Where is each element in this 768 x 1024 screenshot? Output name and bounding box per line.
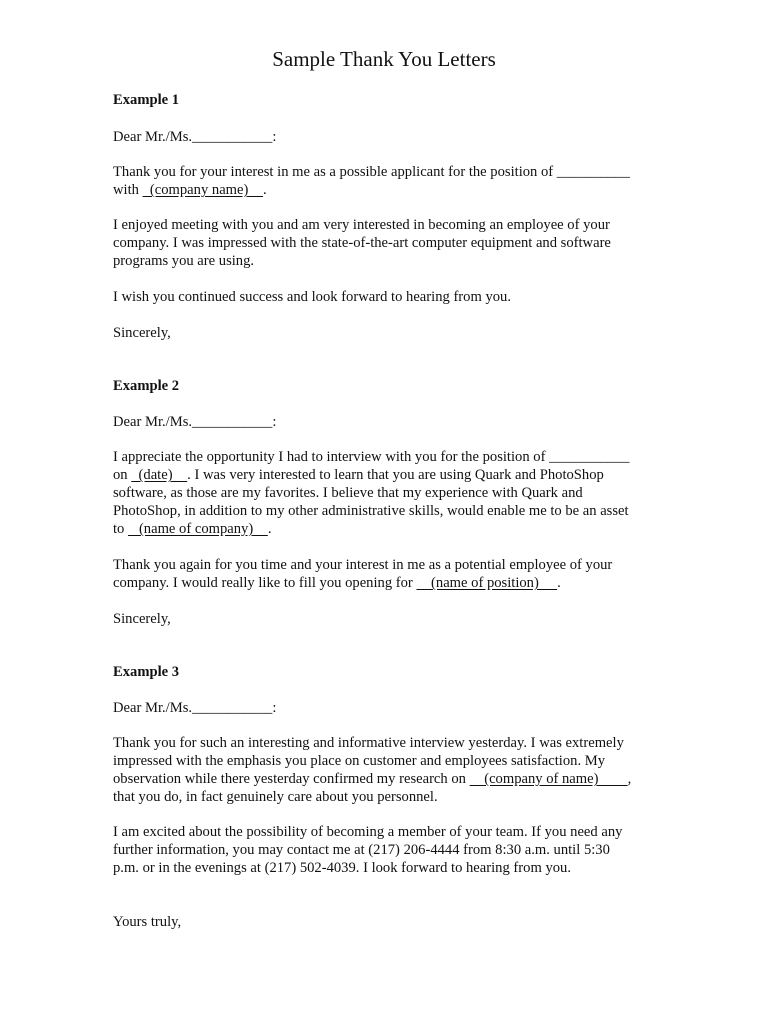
paragraph-line: further information, you may contact me at (217) 206-4444 from 8:30 a.m. until 5:30 (113, 842, 610, 858)
example-2-paragraph-1 (113, 448, 629, 538)
paragraph-line: I enjoyed meeting with you and am very interested in becoming an employee of your (113, 217, 610, 233)
salutation-text: Dear Mr./Ms. (113, 129, 193, 145)
example-2-salutation (113, 413, 276, 431)
salutation-blank: ___________ (192, 414, 273, 430)
line-text: I appreciate the opportunity I had to interview with you for the position of (113, 449, 550, 465)
example-1-heading: Example 1 (113, 92, 180, 108)
example-3-heading: Example 3 (113, 664, 180, 680)
line-text: . I was very interested to learn that you are using Quark and PhotoShop (187, 467, 604, 483)
company-name-blank: (name of company) (128, 521, 268, 537)
paragraph-line: Thank you for such an interesting and informative interview yesterday. I was extremely (113, 735, 624, 751)
line-text: . (557, 575, 561, 591)
salutation-text: Dear Mr./Ms. (113, 700, 193, 716)
example-2-paragraph-2 (113, 556, 612, 592)
paragraph-line: PhotoShop, in addition to my other administrative skills, would enable me to be an asset (113, 503, 629, 519)
salutation-colon: : (272, 414, 277, 430)
paragraph-line (113, 181, 630, 199)
line-text: on (113, 467, 132, 483)
line-text: . (267, 521, 272, 537)
paragraph-line (113, 520, 629, 538)
example-1-closing: Sincerely, (113, 325, 171, 341)
line-text: with (113, 182, 143, 198)
line-text: company. I would really like to fill you opening for (113, 575, 417, 591)
salutation-colon: : (272, 700, 277, 716)
example-3-paragraph-1 (113, 734, 631, 806)
paragraph-line: company. I was impressed with the state-of-the-art computer equipment and software (113, 235, 611, 251)
position-blank: __________ (556, 164, 630, 180)
line-text: , (627, 771, 632, 787)
example-3-closing: Yours truly, (113, 914, 182, 930)
example-2-closing: Sincerely, (113, 611, 171, 627)
salutation-colon: : (272, 129, 277, 145)
example-1-paragraph-1 (113, 163, 630, 199)
line-text: . (262, 182, 267, 198)
example-2-heading: Example 2 (113, 378, 180, 394)
example-3-salutation (113, 699, 276, 717)
paragraph-line: impressed with the emphasis you place on customer and employees satisfaction. My (113, 753, 606, 769)
company-name-blank: (company of name) (469, 771, 628, 787)
company-name-blank: (company name) (142, 182, 263, 198)
paragraph-line (113, 770, 631, 788)
position-name-blank: (name of position) (416, 575, 558, 591)
line-text: Thank you for your interest in me as a possible applicant for the position of (113, 164, 557, 180)
example-3-paragraph-2 (113, 823, 622, 877)
paragraph-line: Thank you again for you time and your interest in me as a potential employee of your (113, 557, 613, 573)
paragraph-line (113, 448, 629, 466)
paragraph-line (113, 574, 612, 592)
document-title: Sample Thank You Letters (272, 47, 496, 71)
paragraph-line (113, 466, 629, 484)
example-1-paragraph-3: I wish you continued success and look forward to hearing from you. (113, 289, 511, 305)
paragraph-line: I am excited about the possibility of becoming a member of your team. If you need any (113, 824, 623, 840)
example-1-salutation (113, 128, 276, 146)
paragraph-line: that you do, in fact genuinely care about you personnel. (113, 789, 438, 805)
example-1-paragraph-2 (113, 216, 611, 270)
date-blank: (date) (131, 467, 188, 483)
paragraph-line: p.m. or in the evenings at (217) 502-4039. I look forward to hearing from you. (113, 860, 571, 876)
salutation-blank: ___________ (192, 700, 273, 716)
position-blank: ___________ (549, 449, 630, 465)
salutation-text: Dear Mr./Ms. (113, 414, 193, 430)
line-text: observation while there yesterday confirmed my research on (113, 771, 470, 787)
paragraph-line: programs you are using. (113, 253, 255, 269)
paragraph-line (113, 163, 630, 181)
salutation-blank: ___________ (192, 129, 273, 145)
paragraph-line: software, as those are my favorites. I believe that my experience with Quark and (113, 485, 583, 501)
line-text: to (113, 521, 128, 537)
